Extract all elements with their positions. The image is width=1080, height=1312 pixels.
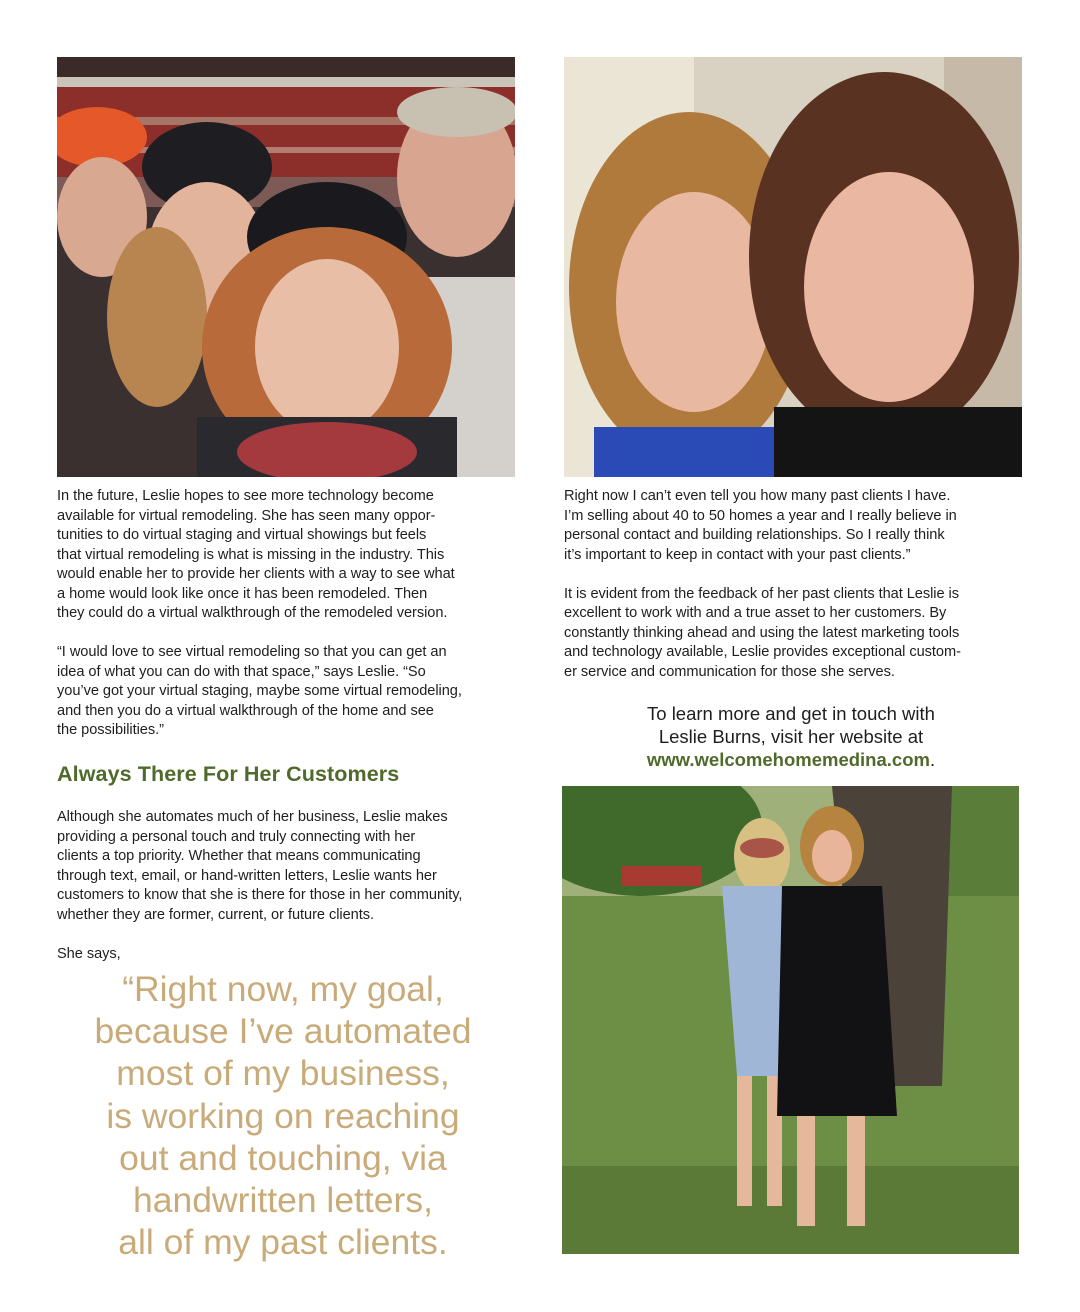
two-women-selfie-photo <box>564 57 1022 477</box>
pull-quote-line: handwritten letters, <box>133 1180 433 1221</box>
cta-period: . <box>929 749 936 770</box>
pull-quote-line: all of my past clients. <box>118 1222 448 1263</box>
left-paragraph-1 <box>57 487 517 624</box>
section-heading: Always There For Her Customers <box>57 762 400 786</box>
left-column-text <box>57 487 517 741</box>
text-line: tunities to do virtual staging and virtual showings but feels <box>57 527 427 543</box>
left-paragraph-2 <box>57 643 517 741</box>
pull-quote-line: out and touching, via <box>119 1137 447 1178</box>
text-line: and then you do a virtual walkthrough of the home and see <box>57 702 434 719</box>
text-line: I’m selling about 40 to 50 homes a year and I really believe in <box>564 507 957 524</box>
left-paragraph-4: She says, <box>57 945 121 962</box>
text-line: er service and communication for those she serves. <box>564 663 895 680</box>
call-to-action <box>563 702 1019 771</box>
pull-quote-line: because I’ve automated <box>94 1011 472 1052</box>
pull-quote <box>57 968 509 1263</box>
text-line: that virtual remodeling is what is missing in the industry. This <box>57 546 445 563</box>
text-line: available for virtual remodeling. She has seen many oppor- <box>57 507 436 524</box>
cta-link-line <box>563 748 1019 771</box>
text-line: constantly thinking ahead and using the latest marketing tools <box>564 624 960 641</box>
text-line: whether they are former, current, or future clients. <box>57 906 374 923</box>
text-line: personal contact and building relationships. So I really think <box>564 527 945 543</box>
text-line: a home would look like once it has been remodeled. Then <box>57 585 428 602</box>
right-paragraph-2 <box>564 585 1024 683</box>
text-line: customers to know that she is there for those in her community, <box>57 887 463 903</box>
pull-quote-line: is working on reaching <box>106 1095 460 1136</box>
text-line: would enable her to provide her clients with a way to see what <box>57 566 455 582</box>
right-column-text <box>564 487 1024 682</box>
right-paragraph-1 <box>564 487 1024 565</box>
text-line: through text, email, or hand-written letters, Leslie wants her <box>57 867 437 884</box>
text-line: providing a personal touch and truly connecting with her <box>57 828 416 845</box>
text-line: the possibilities.” <box>57 722 164 738</box>
text-line: clients a top priority. Whether that means communicating <box>57 848 421 864</box>
text-line: it’s important to keep in contact with your past clients.” <box>564 546 911 563</box>
text-line: idea of what you can do with that space,” says Leslie. “So <box>57 663 426 680</box>
text-line: and technology available, Leslie provides exceptional custom- <box>564 644 961 660</box>
pull-quote-line: most of my business, <box>116 1053 450 1094</box>
text-line: excellent to work with and a true asset to her customers. By <box>564 605 947 621</box>
stadium-selfie-photo <box>57 57 515 477</box>
park-photo <box>562 786 1019 1254</box>
text-line: you’ve got your virtual staging, maybe some virtual remodeling, <box>57 683 462 699</box>
text-line: “I would love to see virtual remodeling so that you can get an <box>57 644 447 660</box>
text-line: Although she automates much of her business, Leslie makes <box>57 809 448 825</box>
cta-line-1: To learn more and get in touch with <box>647 703 935 724</box>
website-link[interactable]: www.welcomehomemedina.com <box>646 749 930 770</box>
pull-quote-line: “Right now, my goal, <box>122 969 444 1009</box>
left-paragraph-3 <box>57 808 517 925</box>
text-line: In the future, Leslie hopes to see more technology become <box>57 488 434 504</box>
text-line: Right now I can’t even tell you how many past clients I have. <box>564 488 951 504</box>
cta-line-2: Leslie Burns, visit her website at <box>658 726 924 747</box>
text-line: It is evident from the feedback of her past clients that Leslie is <box>564 585 959 602</box>
left-column-text-lower <box>57 808 517 964</box>
text-line: they could do a virtual walkthrough of the remodeled version. <box>57 605 448 621</box>
